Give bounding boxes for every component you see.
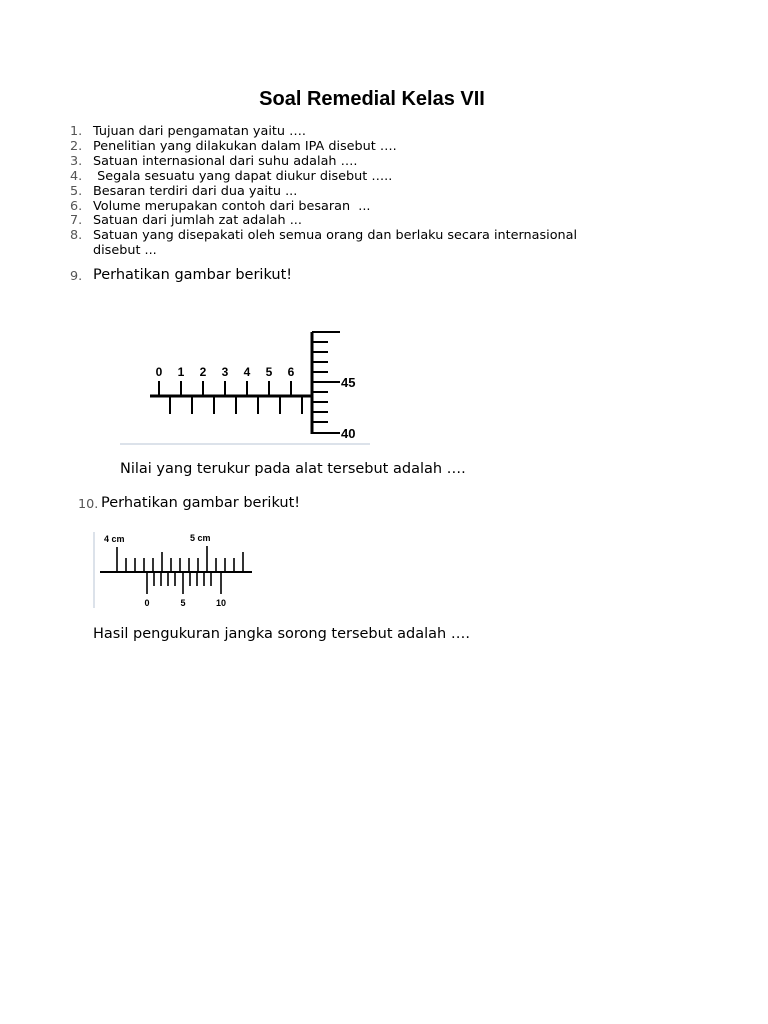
main-scale-label: 1 [177,365,185,379]
question-text: Besaran terdiri dari dua yaitu ... [93,184,298,199]
question-number: 7. [70,213,83,228]
thimble-labels [341,375,355,441]
main-scale-label: 4 cm [104,534,125,544]
question-number: 10. [78,497,99,512]
main-scale-label: 5 cm [190,533,211,543]
question-number: 8. [70,228,83,243]
question-text: Tujuan dari pengamatan yaitu …. [93,124,306,139]
question-text: Perhatikan gambar berikut! [101,495,301,511]
question-number: 2. [70,139,83,154]
question-text: Perhatikan gambar berikut! [93,267,293,283]
main-scale-label: 5 [265,365,273,379]
question-number: 1. [70,124,83,139]
question-number: 5. [70,184,83,199]
caliper-vernier-labels [144,598,226,608]
caliper-vernier-ticks [147,572,221,594]
main-scale-label: 4 [243,365,251,379]
caliper-figure [92,530,258,612]
upper-scale-ticks [159,381,291,396]
question-text: Volume merupakan contoh dari besaran ... [93,199,371,214]
vernier-label: 5 [180,598,186,608]
question-number: 3. [70,154,83,169]
question-number: 9. [70,269,83,284]
main-scale-label: 6 [287,365,295,379]
question-text: Segala sesuatu yang dapat diukur disebut ….. [93,169,393,184]
main-scale-label: 3 [221,365,229,379]
question-10-followup: Hasil pengukuran jangka sorong tersebut adalah …. [93,626,470,642]
lower-scale-ticks [170,396,302,414]
vernier-label: 0 [144,598,150,608]
question-number: 6. [70,199,83,214]
question-text: Satuan dari jumlah zat adalah ... [93,213,302,228]
caliper-main-ticks [117,546,243,572]
question-text: Satuan yang disepakati oleh semua orang dan berlaku secara internasional disebut ... [93,228,582,258]
thimble-label: 45 [341,375,356,390]
main-scale-label: 0 [155,365,163,379]
question-text: Penelitian yang dilakukan dalam IPA disebut …. [93,139,397,154]
question-number: 4. [70,169,83,184]
vernier-label: 10 [215,598,227,608]
micrometer-figure [118,326,374,448]
page-title: Soal Remedial Kelas VII [259,88,485,110]
question-text: Satuan internasional dari suhu adalah …. [93,154,358,169]
caliper-main-labels [104,533,211,544]
main-scale-label: 2 [199,365,207,379]
thimble-label: 40 [341,426,356,441]
main-scale-labels [156,365,295,379]
thimble-ticks [312,332,340,433]
question-9-followup: Nilai yang terukur pada alat tersebut adalah …. [120,461,466,477]
